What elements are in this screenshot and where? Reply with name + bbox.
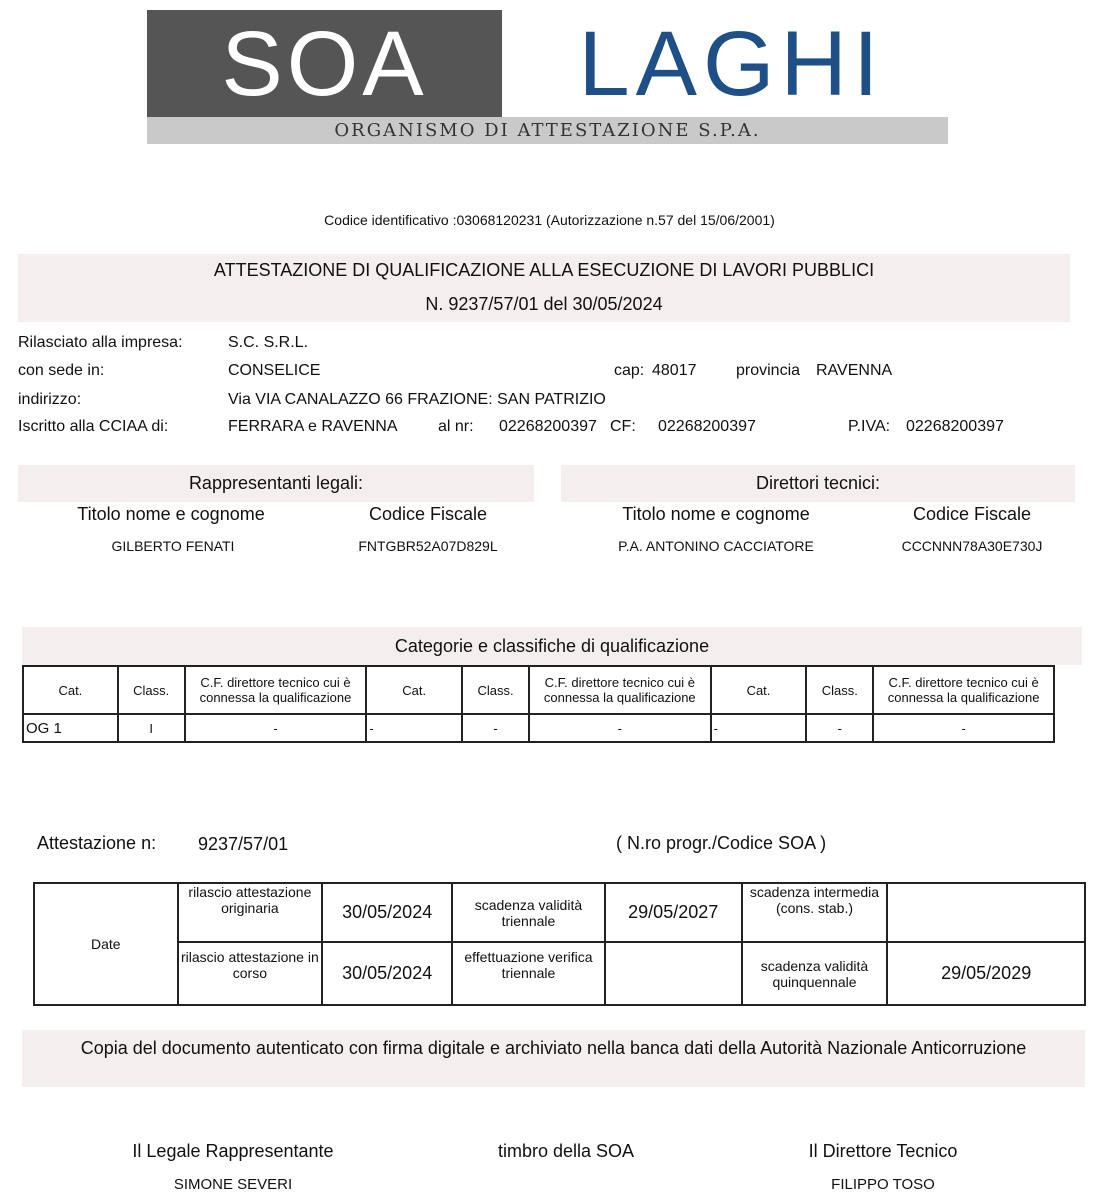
- col-class: Class.: [806, 666, 873, 714]
- nr-value: 02268200397: [499, 418, 597, 435]
- col-cf: C.F. direttore tecnico cui è connessa la qualificazione: [185, 666, 367, 714]
- table-row: [34, 942, 1085, 1005]
- col-class: Class.: [462, 666, 529, 714]
- dates-table: [33, 882, 1086, 1006]
- tech-col-cf: Codice Fiscale: [912, 504, 1032, 524]
- cf-value: 02268200397: [658, 418, 756, 435]
- cell-class: I: [118, 714, 185, 742]
- document-title: ATTESTAZIONE DI QUALIFICAZIONE ALLA ESECUZIONE DI LAVORI PUBBLICI: [213, 260, 875, 280]
- current-label: rilascio attestazione in corso: [178, 942, 323, 1005]
- col-cat: Cat.: [711, 666, 807, 714]
- categories-header-row: [23, 666, 1054, 714]
- ccia-label: Iscritto alla CCIAA di:: [18, 418, 169, 435]
- nr-label: al nr:: [438, 418, 474, 435]
- tech-director-cf: CCCNNN78A30E730J: [901, 538, 1043, 554]
- address-value: Via VIA CANALAZZO 66 FRAZIONE: SAN PATRIZIO: [228, 391, 606, 408]
- address-label: indirizzo:: [18, 391, 82, 408]
- cell-cf: -: [873, 714, 1054, 742]
- categories-header: Categorie e classifiche di qualificazione: [22, 627, 1082, 665]
- cap-label: cap:: [614, 362, 645, 379]
- cell-cf: -: [529, 714, 711, 742]
- legal-signature-name: SIMONE SEVERI: [173, 1176, 293, 1193]
- legal-reps-header: Rappresentanti legali:: [18, 465, 534, 502]
- piva-value: 02268200397: [906, 418, 1004, 435]
- legal-col-cf: Codice Fiscale: [368, 504, 488, 524]
- dates-label: Date: [34, 883, 178, 1005]
- legal-col-name: Titolo nome e cognome: [77, 504, 265, 524]
- orig-value: 30/05/2024: [322, 883, 452, 942]
- issued-value: S.C. S.R.L.: [228, 334, 309, 351]
- code-identifier-line: Codice identificativo :03068120231 (Autorizzazione n.57 del 15/06/2001): [324, 212, 775, 228]
- ccia-value: FERRARA e RAVENNA: [228, 418, 398, 435]
- seat-label: con sede in:: [18, 362, 105, 379]
- triennial-value: 29/05/2027: [605, 883, 742, 942]
- province-label: provincia: [736, 362, 801, 379]
- cell-cf: -: [185, 714, 367, 742]
- legal-rep-cf: FNTGBR52A07D829L: [358, 538, 498, 554]
- legal-signature-label: Il Legale Rappresentante: [132, 1141, 334, 1161]
- cap-value: 48017: [652, 362, 697, 379]
- cell-cat: -: [366, 714, 462, 742]
- tech-signature-name: FILIPPO TOSO: [831, 1176, 935, 1193]
- verify-value: [605, 942, 742, 1005]
- logo-soa-text: SOA: [221, 12, 428, 115]
- document-number: N. 9237/57/01 del 30/05/2024: [425, 294, 663, 314]
- cell-class: -: [806, 714, 873, 742]
- quinq-value: 29/05/2029: [887, 942, 1085, 1005]
- logo-laghi-text: LAGHI: [578, 12, 885, 115]
- tech-directors-header: Direttori tecnici:: [561, 465, 1075, 502]
- cell-class: -: [462, 714, 529, 742]
- table-row: [23, 714, 1054, 742]
- current-value: 30/05/2024: [322, 942, 452, 1005]
- attestazione-value: 9237/57/01: [198, 834, 289, 854]
- col-class: Class.: [118, 666, 185, 714]
- intermediate-label: scadenza intermedia (cons. stab.): [742, 883, 888, 942]
- verify-label: effettuazione verifica triennale: [452, 942, 605, 1005]
- quinq-label: scadenza validità quinquennale: [742, 942, 888, 1005]
- attestazione-label: Attestazione n:: [37, 833, 157, 853]
- col-cat: Cat.: [23, 666, 118, 714]
- tech-col-name: Titolo nome e cognome: [622, 504, 810, 524]
- tech-signature-label: Il Direttore Tecnico: [808, 1141, 958, 1161]
- categories-table: [22, 665, 1055, 743]
- piva-label: P.IVA:: [848, 418, 891, 435]
- col-cf: C.F. direttore tecnico cui è connessa la qualificazione: [873, 666, 1054, 714]
- issued-label: Rilasciato alla impresa:: [18, 334, 183, 351]
- intermediate-value: [887, 883, 1085, 942]
- legal-rep-name: GILBERTO FENATI: [111, 538, 235, 554]
- attestazione-note: ( N.ro progr./Codice SOA ): [616, 833, 827, 853]
- logo-tagline: ORGANISMO DI ATTESTAZIONE S.P.A.: [147, 117, 948, 144]
- orig-label: rilascio attestazione originaria: [178, 883, 323, 942]
- seat-value: CONSELICE: [228, 362, 321, 379]
- footer-note-band: [22, 1030, 1085, 1087]
- triennial-label: scadenza validità triennale: [452, 883, 605, 942]
- cell-cat: OG 1: [23, 714, 118, 742]
- cell-cat: -: [711, 714, 807, 742]
- province-value: RAVENNA: [816, 362, 893, 379]
- title-band: [18, 254, 1070, 322]
- tech-director-name: P.A. ANTONINO CACCIATORE: [618, 538, 814, 554]
- col-cf: C.F. direttore tecnico cui è connessa la qualificazione: [529, 666, 711, 714]
- table-row: [34, 883, 1085, 942]
- footer-note: Copia del documento autenticato con firma digitale e archiviato nella banca dati della Autorità Nazionale Anticorruzione: [80, 1038, 1027, 1058]
- stamp-label: timbro della SOA: [497, 1141, 635, 1161]
- col-cat: Cat.: [366, 666, 462, 714]
- cf-label: CF:: [610, 418, 636, 435]
